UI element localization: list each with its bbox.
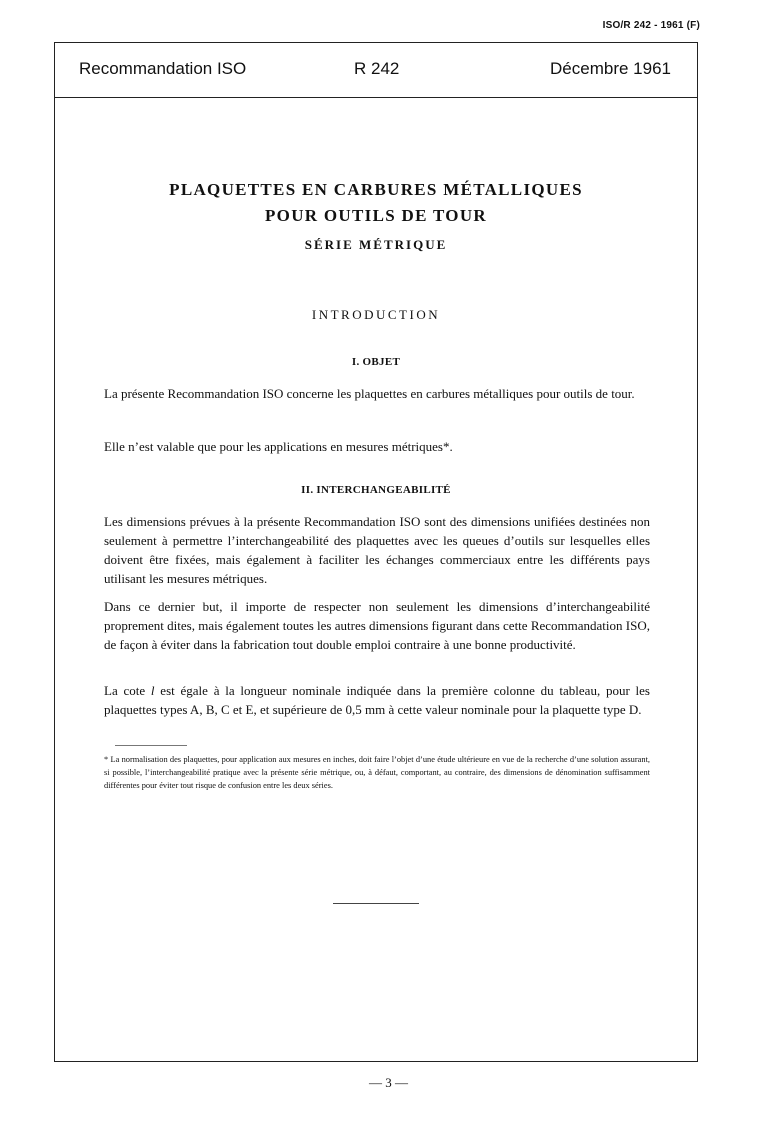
dimension-variable: l — [150, 683, 155, 698]
title-block — [55, 177, 697, 253]
paragraph-text-end: est égale à la longueur nominale indiquée dans la première colonne du tableau, pour les plaquettes types A, B, C et E, et supérieure de 0,5 mm à cette valeur nominale pour la plaquette type D. — [104, 683, 650, 717]
page-frame — [54, 42, 698, 1062]
end-rule — [333, 903, 419, 904]
footnote: * La normalisation des plaquettes, pour application aux mesures en inches, doit faire l’objet d’une étude ultérieure en vue de la recherche d’une solution assurant, si possible, l’interchangeabilité pratique avec la présente série métrique, ou, à défaut, comportant, au contraire, des dimensions de dénomination suffisamment différentes pour éviter tout risque de confusion entre les deux séries. — [104, 755, 650, 790]
paragraph-text: Les dimensions prévues à la présente Recommandation ISO sont des dimensions unifiées destinées non seulement à permettre l’interchangeabilité des plaquettes avec les queues d’outils sur lesquelles elles doivent être fixées, mais également à faciliter les échanges commerciaux entre les différents pays utilisant les mesures métriques. — [104, 514, 650, 586]
section-2-paragraph-1 — [104, 512, 650, 588]
header-standard-number: R 242 — [354, 59, 400, 78]
section-2-paragraph-3 — [104, 681, 650, 719]
section-1-paragraph-2 — [104, 437, 650, 456]
paragraph-text — [104, 681, 650, 719]
document-reference: ISO/R 242 - 1961 (F) — [602, 20, 700, 31]
footnote-separator — [115, 745, 187, 746]
subtitle: SÉRIE MÉTRIQUE — [304, 237, 448, 252]
section-2-paragraph-2 — [104, 597, 650, 654]
page-number: — 3 — — [369, 1075, 408, 1090]
header-left: Recommandation ISO — [79, 59, 247, 78]
title-line-1: PLAQUETTES EN CARBURES MÉTALLIQUES — [169, 180, 583, 199]
header-date: Décembre 1961 — [550, 59, 671, 78]
paragraph-text: La présente Recommandation ISO concerne les plaquettes en carbures métalliques pour outils de tour. — [104, 386, 635, 401]
introduction-heading: INTRODUCTION — [311, 307, 441, 322]
section-2-heading: II. INTERCHANGEABILITÉ — [301, 484, 451, 496]
section-1-heading: I. OBJET — [351, 356, 401, 368]
title-line-2: POUR OUTILS DE TOUR — [265, 206, 487, 225]
paragraph-text: Dans ce dernier but, il importe de respecter non seulement les dimensions d’interchangeabilité proprement dites, mais également toutes les autres dimensions figurant dans cette Recommandation ISO, de façon à éviter dans la fabrication tout double emploi contraire à une bonne productivité. — [104, 599, 650, 652]
header-row — [55, 43, 697, 98]
section-1-paragraph-1 — [104, 384, 650, 403]
paragraph-text: Elle n’est valable que pour les applications en mesures métriques*. — [104, 439, 453, 454]
paragraph-text-start: La cote — [104, 683, 151, 698]
